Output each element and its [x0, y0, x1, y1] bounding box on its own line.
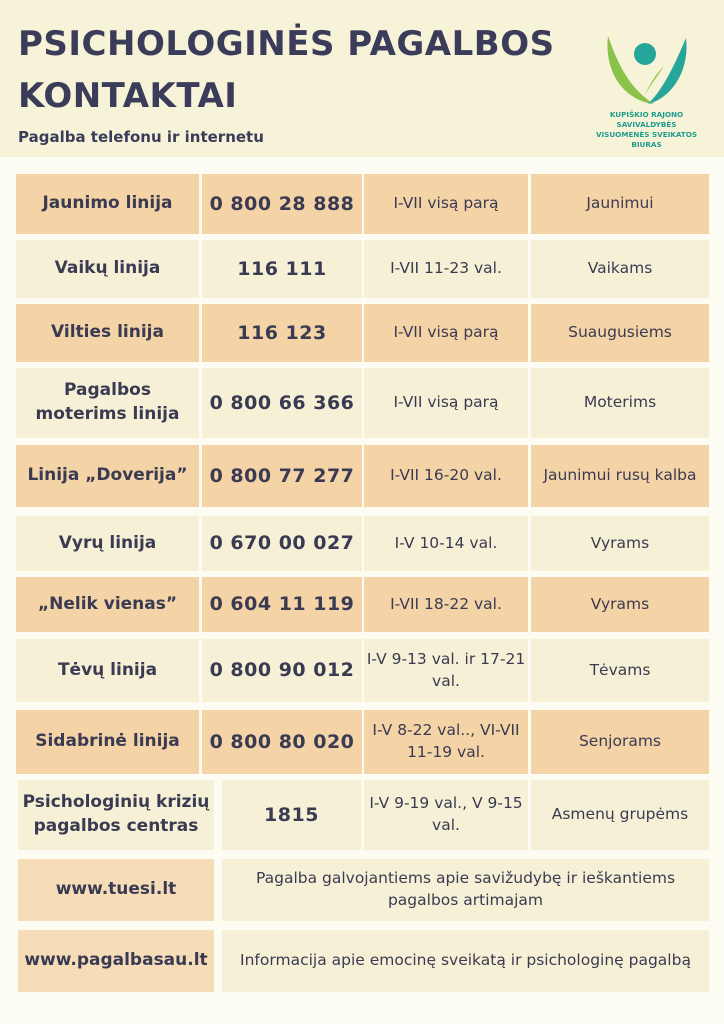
audience: Jaunimui rusų kalba [531, 445, 709, 507]
audience: Jaunimui [531, 174, 709, 234]
audience: Moterims [531, 368, 709, 438]
hours: I-V 9-13 val. ir 17-21 val. [364, 639, 528, 702]
phone-number[interactable]: 0 800 66 366 [202, 368, 362, 438]
hours: I-VII visą parą [364, 174, 528, 234]
website-link[interactable]: www.tuesi.lt [18, 859, 214, 921]
hours: I-V 9-19 val., V 9-15 val. [364, 780, 528, 850]
leaf-person-icon [602, 30, 692, 110]
audience: Suaugusiems [531, 304, 709, 362]
audience: Vyrams [531, 516, 709, 571]
header [0, 0, 724, 157]
line-name: Vyrų linija [16, 516, 199, 571]
phone-number[interactable]: 116 123 [202, 304, 362, 362]
audience: Vyrams [531, 577, 709, 632]
phone-number[interactable]: 0 800 28 888 [202, 174, 362, 234]
phone-number[interactable]: 1815 [222, 780, 361, 850]
line-name: Vilties linija [16, 304, 199, 362]
line-name: Linija „Doverija” [16, 445, 199, 507]
line-name: Psichologinių krizių pagalbos centras [18, 780, 214, 850]
hours: I-V 8-22 val.., VI-VII 11-19 val. [364, 710, 528, 774]
hours: I-VII visą parą [364, 304, 528, 362]
logo [584, 30, 709, 149]
line-name: „Nelik vienas” [16, 577, 199, 632]
line-name: Tėvų linija [16, 639, 199, 702]
audience: Vaikams [531, 240, 709, 298]
hours: I-V 10-14 val. [364, 516, 528, 571]
hours: I-VII 11-23 val. [364, 240, 528, 298]
website-link[interactable]: www.pagalbasau.lt [18, 930, 214, 992]
website-description: Pagalba galvojantiems apie savižudybę ir ieškantiems pagalbos artimajam [222, 859, 709, 921]
phone-number[interactable]: 0 800 90 012 [202, 639, 362, 702]
hours: I-VII 16-20 val. [364, 445, 528, 507]
website-description: Informacija apie emocinę sveikatą ir psichologinę pagalbą [222, 930, 709, 992]
hours: I-VII 18-22 val. [364, 577, 528, 632]
phone-number[interactable]: 116 111 [202, 240, 362, 298]
audience: Tėvams [531, 639, 709, 702]
audience: Senjorams [531, 710, 709, 774]
hours: I-VII visą parą [364, 368, 528, 438]
line-name: Jaunimo linija [16, 174, 199, 234]
line-name: Pagalbos moterims linija [16, 368, 199, 438]
page-subtitle: Pagalba telefonu ir internetu [18, 128, 264, 146]
line-name: Vaikų linija [16, 240, 199, 298]
phone-number[interactable]: 0 800 77 277 [202, 445, 362, 507]
audience: Asmenų grupėms [531, 780, 709, 850]
phone-number[interactable]: 0 604 11 119 [202, 577, 362, 632]
page-title: PSICHOLOGINĖS PAGALBOS KONTAKTAI [18, 24, 555, 116]
phone-number[interactable]: 0 670 00 027 [202, 516, 362, 571]
phone-number[interactable]: 0 800 80 020 [202, 710, 362, 774]
line-name: Sidabrinė linija [16, 710, 199, 774]
logo-text: KUPIŠKIO RAJONO SAVIVALDYBĖS VISUOMENĖS SVEIKATOS BIURAS [595, 110, 698, 149]
